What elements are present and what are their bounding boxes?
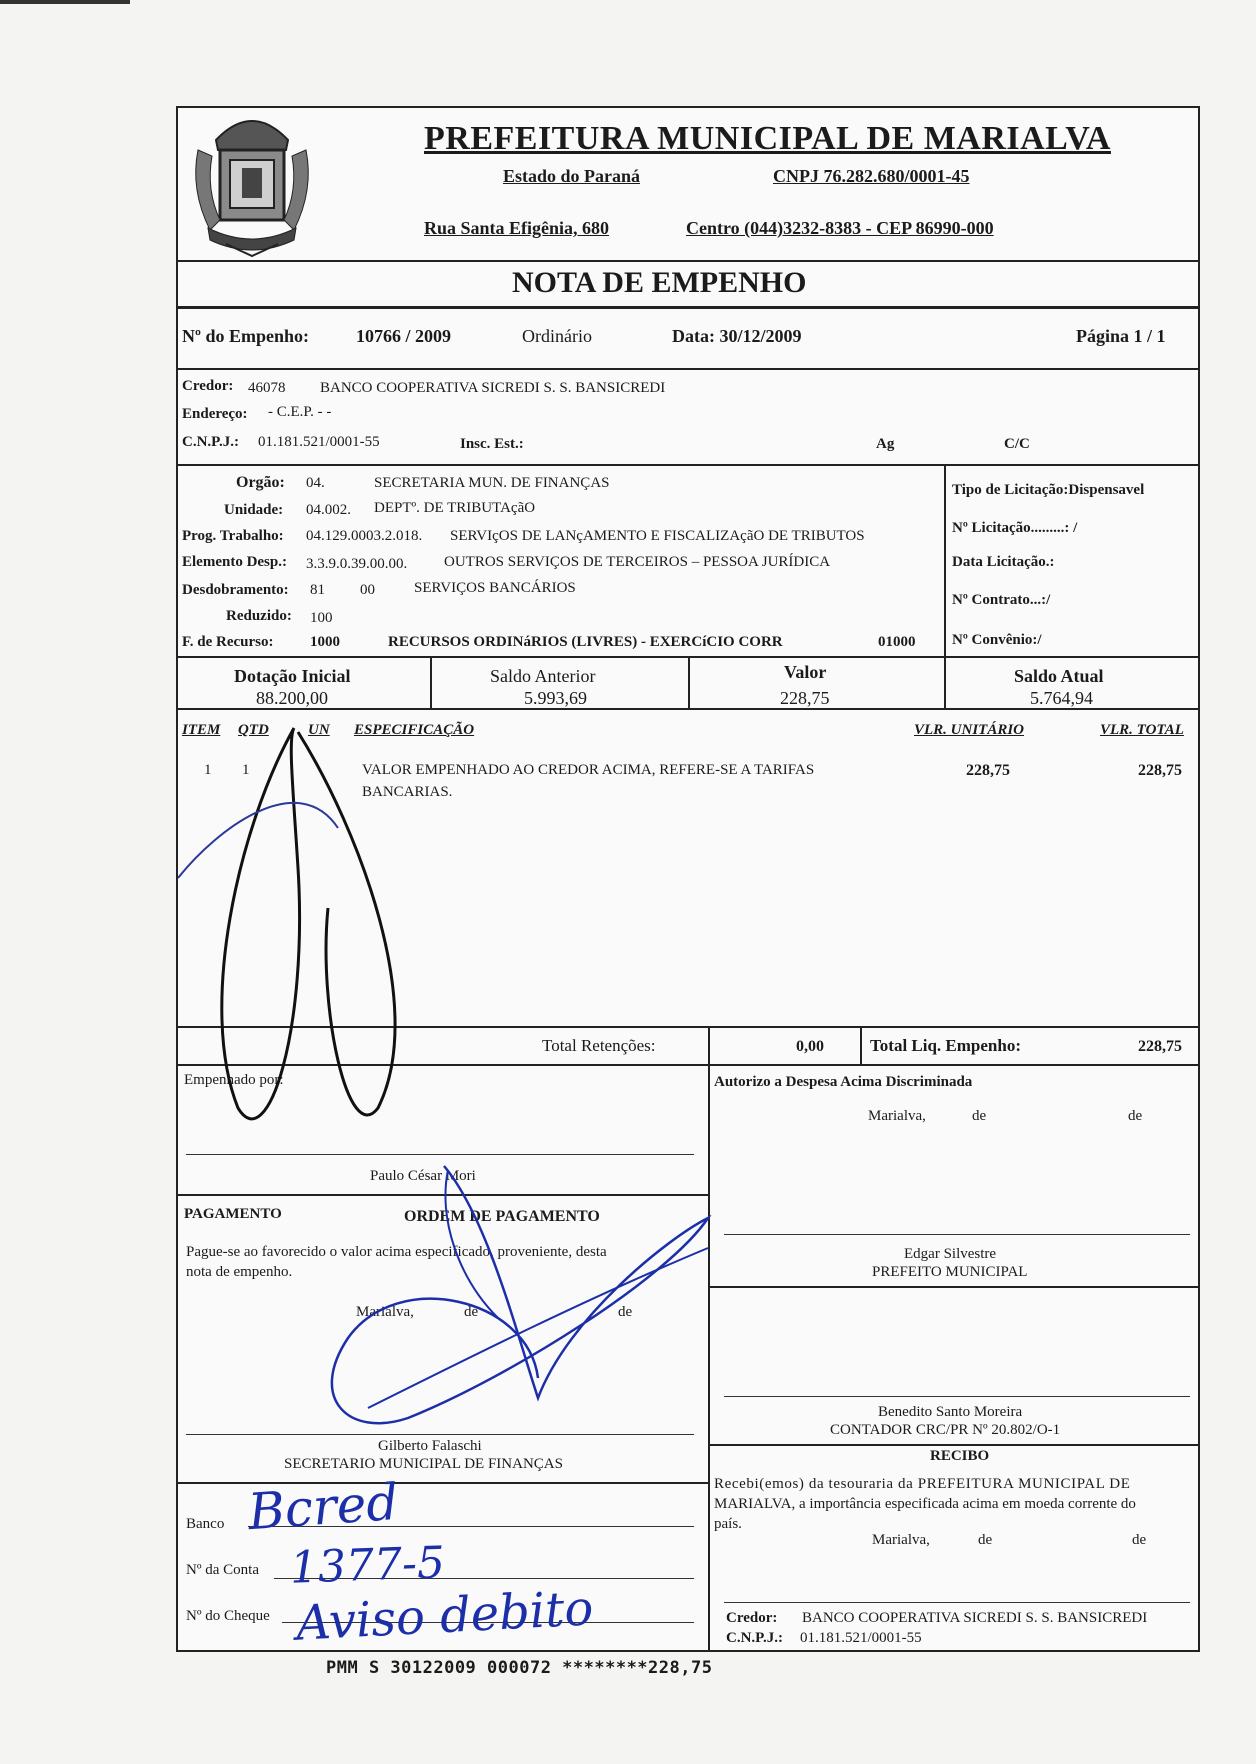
empenhado-por-label: Empenhado por: (184, 1072, 284, 1088)
item-especificacao-line1: VALOR EMPENHADO AO CREDOR ACIMA, REFERE-SE A TARIFAS (362, 762, 815, 778)
prefeitura-address: Rua Santa Efigênia, 680 (424, 218, 610, 238)
ordem-pagamento-local: Marialva, (356, 1304, 414, 1320)
empenho-date: Data: 30/12/2009 (672, 326, 802, 346)
contador-nome: Benedito Santo Moreira (878, 1404, 1023, 1420)
ordem-pagamento-de-1: de (464, 1304, 479, 1320)
scan-mark (0, 0, 130, 4)
autorizo-despesa: Autorizo a Despesa Acima Discriminada (714, 1074, 973, 1090)
empenho-number-label: Nº do Empenho: (182, 326, 309, 346)
cheque-label: Nº do Cheque (186, 1608, 270, 1624)
divider (178, 368, 1198, 370)
autorizo-de-2: de (1128, 1108, 1143, 1124)
divider (708, 1444, 1198, 1446)
divider (178, 260, 1198, 262)
recurso-label: F. de Recurso: (182, 634, 274, 650)
saldo-anterior-label: Saldo Anterior (490, 666, 596, 686)
ordem-pagamento-title: ORDEM DE PAGAMENTO (404, 1208, 600, 1225)
item-number: 1 (204, 762, 212, 778)
prefeito-nome: Edgar Silvestre (904, 1246, 997, 1262)
credor-label: Credor: (182, 378, 234, 394)
desdobramento-desc: SERVIÇOS BANCÁRIOS (414, 580, 576, 596)
dotacao-inicial-label: Dotação Inicial (234, 666, 351, 686)
empenho-type: Ordinário (522, 326, 592, 346)
saldo-anterior-value: 5.993,69 (524, 688, 587, 708)
municipal-coat-of-arms-icon (186, 110, 318, 260)
reduzido-value: 100 (310, 610, 333, 626)
divider (708, 1286, 1198, 1288)
divider (178, 306, 1198, 309)
divider (860, 1026, 862, 1064)
prog-label: Prog. Trabalho: (182, 528, 284, 544)
credor-cnpj-label: C.N.P.J.: (182, 434, 239, 450)
recibo-de-1: de (978, 1532, 993, 1548)
tipo-licitacao: Tipo de Licitação:Dispensavel (952, 482, 1145, 498)
recibo-cnpj-label: C.N.P.J.: (726, 1630, 783, 1646)
credor-address-label: Endereço: (182, 406, 248, 422)
credor-cc-label: C/C (1004, 436, 1030, 452)
saldo-atual-label: Saldo Atual (1014, 666, 1104, 686)
empenhado-por-nome: Paulo César Mori (370, 1168, 476, 1184)
conta-label: Nº da Conta (186, 1562, 259, 1578)
elemento-label: Elemento Desp.: (182, 554, 287, 570)
credor-code: 46078 (248, 380, 286, 396)
signature-line (724, 1396, 1190, 1397)
handwritten-signature-blue (288, 1158, 728, 1468)
divider (688, 656, 690, 708)
col-header-vlr-total: VLR. TOTAL (1100, 722, 1184, 738)
autorizo-de-1: de (972, 1108, 987, 1124)
pagamento-label: PAGAMENTO (184, 1206, 282, 1222)
item-vlr-unitario: 228,75 (966, 762, 1010, 779)
credor-name: BANCO COOPERATIVA SICREDI S. S. BANSICREDI (320, 380, 666, 396)
unidade-desc: DEPTº. DE TRIBUTAçãO (374, 500, 536, 516)
nota-de-empenho-form (176, 106, 1200, 1652)
divider (708, 1026, 710, 1064)
numero-contrato: Nº Contrato...:/ (952, 592, 1051, 608)
state-name: Estado do Paraná (503, 166, 641, 186)
desdobramento-b: 00 (360, 582, 375, 598)
saldo-atual-value: 5.764,94 (1030, 688, 1093, 708)
prog-code: 04.129.0003.2.018. (306, 528, 423, 544)
bank-authentication-stamp: PMM S 30122009 000072 ********228,75 (326, 1658, 713, 1678)
credor-cnpj: 01.181.521/0001-55 (258, 434, 380, 450)
numero-convenio: Nº Convênio:/ (952, 632, 1042, 648)
recurso-desc: RECURSOS ORDINáRIOS (LIVRES) - EXERCíCIO CORR (388, 634, 783, 650)
data-licitacao: Data Licitação.: (952, 554, 1055, 570)
col-header-qtd: QTD (238, 722, 269, 738)
signature-line (724, 1234, 1190, 1235)
elemento-desc: OUTROS SERVIÇOS DE TERCEIROS – PESSOA JURÍDICA (444, 554, 831, 570)
orgao-label: Orgão: (236, 474, 285, 491)
valor-label: Valor (784, 662, 827, 682)
secretario-nome: Gilberto Falaschi (378, 1438, 482, 1454)
total-retencoes-label: Total Retenções: (542, 1036, 656, 1055)
col-header-un: UN (308, 722, 330, 738)
handwritten-conta: 1377-5 (289, 1537, 446, 1594)
contador-cargo: CONTADOR CRC/PR Nº 20.802/O-1 (830, 1422, 1061, 1438)
recibo-cnpj: 01.181.521/0001-55 (800, 1630, 922, 1646)
prefeitura-address-rest: Centro (044)3232-8383 - CEP 86990-000 (686, 218, 994, 238)
reduzido-label: Reduzido: (226, 608, 292, 624)
col-header-item: ITEM (182, 722, 221, 738)
recibo-local: Marialva, (872, 1532, 930, 1548)
autorizo-local: Marialva, (868, 1108, 926, 1124)
divider (430, 656, 432, 708)
banco-label: Banco (186, 1516, 225, 1532)
recibo-de-2: de (1132, 1532, 1147, 1548)
credor-address: - C.E.P. - - (268, 404, 332, 420)
divider (178, 464, 1198, 466)
divider (944, 464, 946, 656)
item-especificacao-line2: BANCARIAS. (362, 784, 453, 800)
recurso-fonte: 01000 (878, 634, 916, 650)
total-liquido-value: 228,75 (1138, 1038, 1182, 1055)
document-title: NOTA DE EMPENHO (512, 266, 807, 299)
page-number: Página 1 / 1 (1076, 326, 1166, 346)
recurso-code: 1000 (310, 634, 340, 650)
prefeitura-title: PREFEITURA MUNICIPAL DE MARIALVA (424, 120, 1111, 157)
orgao-desc: SECRETARIA MUN. DE FINANÇAS (374, 475, 610, 491)
signature-line (724, 1602, 1190, 1603)
valor-value: 228,75 (780, 688, 830, 708)
credor-ag-label: Ag (876, 436, 895, 452)
recibo-credor-name: BANCO COOPERATIVA SICREDI S. S. BANSICREDI (802, 1610, 1148, 1626)
recibo-text-1: Recebi(emos) da tesouraria da PREFEITURA MUNICIPAL DE (714, 1476, 1131, 1492)
orgao-code: 04. (306, 475, 325, 491)
credor-insc-label: Insc. Est.: (460, 436, 524, 452)
total-retencoes-value: 0,00 (796, 1038, 824, 1055)
recibo-text-2: MARIALVA, a importância especificada acima em moeda corrente do (714, 1496, 1136, 1512)
unidade-code: 04.002. (306, 502, 351, 518)
col-header-vlr-unitario: VLR. UNITÁRIO (914, 722, 1025, 738)
handwritten-cheque: Aviso debito (294, 1580, 595, 1652)
col-header-especificacao: ESPECIFICAÇÃO (354, 722, 475, 738)
recibo-credor-label: Credor: (726, 1610, 778, 1626)
ordem-pagamento-text-1: Pague-se ao favorecido o valor acima especificado, proveniente, desta (186, 1244, 607, 1260)
ordem-pagamento-text-2: nota de empenho. (186, 1264, 293, 1280)
recibo-text-3: país. (714, 1516, 742, 1532)
divider (944, 656, 946, 708)
total-liquido-label: Total Liq. Empenho: (870, 1036, 1021, 1055)
handwritten-banco: Bcred (246, 1472, 401, 1542)
recibo-label: RECIBO (930, 1448, 990, 1464)
numero-licitacao: Nº Licitação.........: / (952, 520, 1078, 536)
secretario-cargo: SECRETARIO MUNICIPAL DE FINANÇAS (284, 1456, 563, 1472)
desdobramento-a: 81 (310, 582, 325, 598)
item-qtd: 1 (242, 762, 250, 778)
prog-desc: SERVIçOS DE LANçAMENTO E FISCALIZAçãO DE TRIBUTOS (450, 528, 865, 544)
dotacao-inicial-value: 88.200,00 (256, 688, 328, 708)
desdobramento-label: Desdobramento: (182, 582, 289, 598)
unidade-label: Unidade: (224, 502, 284, 518)
item-vlr-total: 228,75 (1138, 762, 1182, 779)
elemento-code: 3.3.9.0.39.00.00. (306, 556, 408, 572)
prefeito-cargo: PREFEITO MUNICIPAL (872, 1264, 1028, 1280)
empenho-number: 10766 / 2009 (356, 326, 452, 346)
ordem-pagamento-de-2: de (618, 1304, 633, 1320)
prefeitura-cnpj: CNPJ 76.282.680/0001-45 (773, 166, 970, 186)
